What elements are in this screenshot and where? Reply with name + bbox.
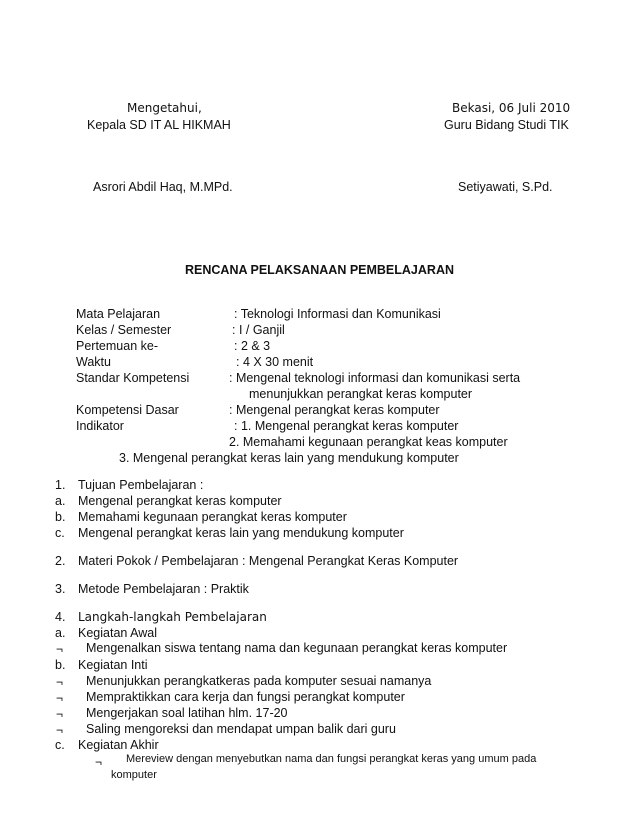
section-heading: Tujuan Pembelajaran : bbox=[78, 478, 204, 492]
activity-label: Kegiatan Inti bbox=[78, 658, 148, 672]
principal-role: Kepala SD IT AL HIKMAH bbox=[87, 118, 231, 132]
list-marker: a. bbox=[55, 626, 66, 640]
list-marker: b. bbox=[55, 658, 66, 672]
identity-value: : 2 & 3 bbox=[234, 339, 271, 353]
list-marker: c. bbox=[55, 526, 65, 540]
indicator-item: 2. Memahami kegunaan perangkat keas komputer bbox=[229, 435, 508, 449]
teacher-name: Setiyawati, S.Pd. bbox=[458, 180, 553, 194]
bullet-icon: ¬ bbox=[95, 755, 103, 769]
identity-label: Mata Pelajaran bbox=[76, 307, 161, 321]
section-heading: Materi Pokok / Pembelajaran : Mengenal Perangkat Keras Komputer bbox=[78, 554, 459, 568]
identity-value: : I / Ganjil bbox=[232, 323, 285, 337]
list-marker: a. bbox=[55, 494, 66, 508]
bullet-icon: ¬ bbox=[56, 723, 64, 737]
bullet-icon: ¬ bbox=[56, 675, 64, 689]
section-number: 2. bbox=[55, 554, 66, 568]
identity-value: : 1. Mengenal perangkat keras komputer bbox=[234, 419, 459, 433]
place-date: Bekasi, 06 Juli 2010 bbox=[452, 101, 571, 115]
bullet-icon: ¬ bbox=[56, 707, 64, 721]
activity-item: Mempraktikkan cara kerja dan fungsi perangkat komputer bbox=[86, 690, 405, 704]
section-heading: Metode Pembelajaran : Praktik bbox=[78, 582, 249, 596]
section-number: 1. bbox=[55, 478, 66, 492]
identity-label: Waktu bbox=[76, 355, 111, 369]
activity-item: Saling mengoreksi dan mendapat umpan balik dari guru bbox=[86, 722, 396, 736]
principal-name: Asrori Abdil Haq, M.MPd. bbox=[93, 180, 233, 194]
identity-label: Standar Kompetensi bbox=[76, 371, 190, 385]
bullet-icon: ¬ bbox=[56, 691, 64, 705]
list-item: Mengenal perangkat keras komputer bbox=[78, 494, 282, 508]
section-number: 3. bbox=[55, 582, 66, 596]
indicator-item: 3. Mengenal perangkat keras lain yang mendukung komputer bbox=[119, 451, 459, 465]
identity-value: : Mengenal teknologi informasi dan komunikasi serta bbox=[229, 371, 521, 385]
document-title: RENCANA PELAKSANAAN PEMBELAJARAN bbox=[185, 263, 454, 277]
identity-value: : Teknologi Informasi dan Komunikasi bbox=[234, 307, 441, 321]
identity-label: Kompetensi Dasar bbox=[76, 403, 179, 417]
activity-item: Mereview dengan menyebutkan nama dan fungsi perangkat keras yang umum pada bbox=[126, 753, 537, 765]
activity-item: Menunjukkan perangkatkeras pada komputer sesuai namanya bbox=[86, 674, 432, 688]
list-item: Mengenal perangkat keras lain yang mendukung komputer bbox=[78, 526, 404, 540]
bullet-icon: ¬ bbox=[56, 642, 64, 656]
list-marker: b. bbox=[55, 510, 66, 524]
list-marker: c. bbox=[55, 738, 65, 752]
identity-label: Pertemuan ke- bbox=[76, 339, 158, 353]
activity-item-continued: komputer bbox=[111, 769, 157, 781]
section-heading: Langkah-langkah Pembelajaran bbox=[78, 610, 267, 624]
activity-label: Kegiatan Akhir bbox=[78, 738, 159, 752]
activity-item: Mengenalkan siswa tentang nama dan kegunaan perangkat keras komputer bbox=[86, 641, 508, 655]
identity-label: Indikator bbox=[76, 419, 124, 433]
identity-value-continued: menunjukkan perangkat keras komputer bbox=[249, 387, 473, 401]
list-item: Memahami kegunaan perangkat keras komputer bbox=[78, 510, 347, 524]
identity-value: : Mengenal perangkat keras komputer bbox=[229, 403, 440, 417]
section-number: 4. bbox=[55, 610, 66, 624]
identity-label: Kelas / Semester bbox=[76, 323, 172, 337]
activity-label: Kegiatan Awal bbox=[78, 626, 157, 640]
identity-value: : 4 X 30 menit bbox=[236, 355, 314, 369]
teacher-role: Guru Bidang Studi TIK bbox=[444, 118, 569, 132]
acknowledged-label: Mengetahui, bbox=[127, 101, 202, 115]
activity-item: Mengerjakan soal latihan hlm. 17-20 bbox=[86, 706, 288, 720]
